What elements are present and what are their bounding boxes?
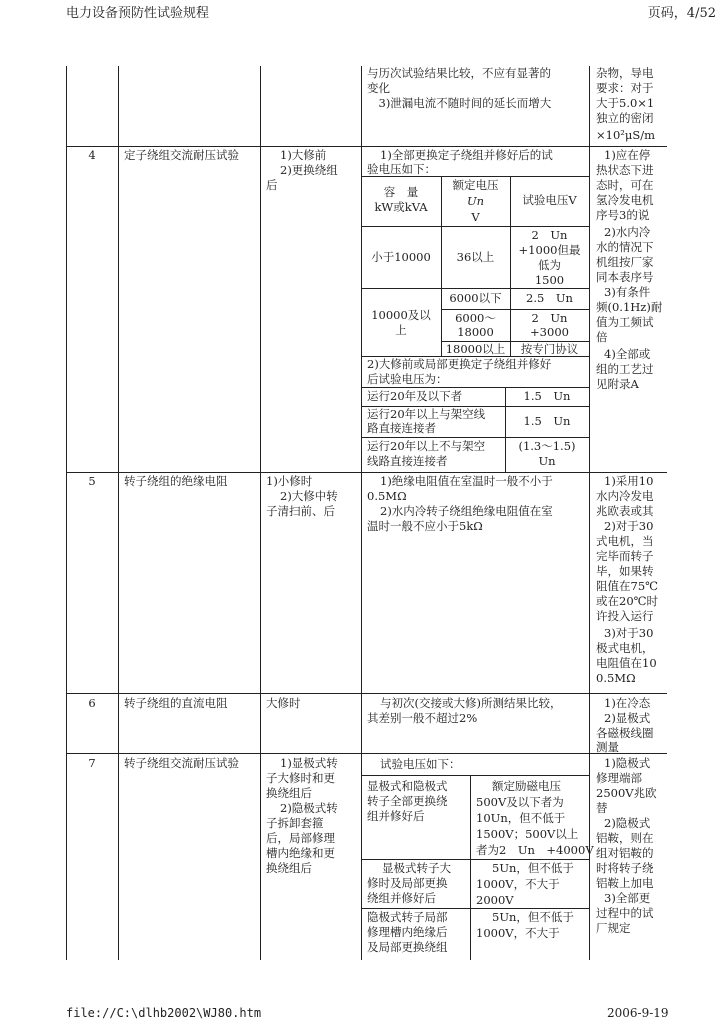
row4-period-3: 后 (266, 178, 278, 192)
row4-note-5: 序号3的说 (596, 208, 650, 222)
r1-test-3: 低为 (538, 258, 561, 272)
row6-period: 大修时 (266, 696, 301, 710)
row5-note-14: 0.5MΩ (596, 671, 636, 685)
cont-note-4: 独立的密闭 (596, 111, 654, 125)
s3-condition-3: 及局部更换绕组 (367, 940, 448, 954)
row5-notes (596, 474, 667, 693)
row6-note-3: 各磁极线圈 (596, 726, 654, 740)
row7-note-1: 1)隐极式 (604, 756, 651, 770)
row5-req-2: 0.5MΩ (367, 489, 407, 503)
row6-note-2: 2)显极式 (604, 711, 651, 725)
r2b-rated-2: 18000 (457, 325, 494, 339)
row4-note-13: 倍 (596, 330, 608, 344)
p2r1-voltage: 1.5 Un (523, 389, 571, 403)
r2a-rated: 6000以下 (449, 291, 502, 305)
row4-note-1: 1)应在停 (604, 148, 651, 162)
row7-note-10: 3)全部更 (604, 891, 651, 905)
s1-condition-3: 组并修好后 (367, 809, 425, 823)
row6-req-1: 与初次(交接或大修)所测结果比较， (380, 696, 562, 710)
s1-value-5: 者为2 Un +4000V (476, 843, 594, 857)
s1-condition-1: 显极式和隐极式 (367, 779, 448, 793)
document-title: 电力设备预防性试验规程 (66, 6, 210, 21)
row7-item: 转子绕组交流耐压试验 (124, 756, 239, 770)
row5-note-4: 2)对于30 (604, 519, 654, 533)
row5-note-3: 兆欧表或其 (596, 504, 654, 518)
cont-note-5: ×10²μS/m (596, 128, 656, 142)
row4-note-7: 水的情况下 (596, 240, 654, 254)
row5-note-2: 水内冷发电 (596, 489, 654, 503)
row7-note-4: 替 (596, 801, 608, 815)
r2a-test: 2.5 Un (526, 291, 573, 305)
row4-note-12: 值为工频试 (596, 315, 654, 329)
r1-capacity: 小于10000 (371, 250, 431, 264)
row5-number: 5 (88, 474, 96, 488)
row7-note-9: 铝鞍上加电 (596, 876, 654, 890)
p2r1-condition: 运行20年及以下者 (367, 389, 463, 403)
row4-note-3: 态时，可在 (596, 178, 654, 192)
r1-test-4: 1500 (534, 273, 565, 287)
row5-note-9: 或在20℃时 (596, 594, 658, 608)
s2-value-2: 1000V，不大于 (476, 877, 560, 891)
r1-rated: 36以上 (456, 250, 495, 264)
s2-value-1: 5Un，但不低于 (492, 861, 574, 875)
row4-note-11: 频(0.1Hz)耐 (596, 300, 663, 314)
p2r2-voltage: 1.5 Un (523, 414, 571, 428)
row7-notes (596, 756, 667, 960)
p2r2-condition-2: 路直接连接者 (367, 421, 436, 435)
s1-value-4: 1500V；500V以上 (476, 827, 579, 841)
row5-req-4: 温时一般不应小于5kΩ (367, 519, 483, 533)
row5-note-5: 式电机，当 (596, 534, 654, 548)
row6-req-2: 其差别一般不超过2% (367, 711, 478, 725)
r2-capacity-1: 10000及以 (371, 308, 431, 322)
row7-period-8: 换绕组后 (266, 861, 312, 875)
col-rated-2: Un (466, 194, 485, 208)
cont-requirement-1: 与历次试验结果比较，不应有显著的 (367, 66, 551, 80)
row7-note-11: 过程中的试 (596, 906, 654, 920)
cont-requirement-2: 变化 (367, 81, 390, 95)
col-rated-1: 额定电压 (452, 178, 499, 192)
col-rated-3: V (471, 210, 480, 224)
row4-note-6: 2)水内冷 (604, 225, 651, 239)
row7-note-3: 2500V兆欧 (596, 786, 657, 800)
row7-period-6: 后，局部修理 (266, 831, 335, 845)
row4-number: 4 (88, 148, 96, 162)
s3-value-2: 1000V，不大于 (476, 926, 560, 940)
row4-req-intro-2: 验电压如下： (367, 162, 436, 176)
p2r3-condition-2: 线路直接连接者 (367, 454, 448, 468)
row4-period-2: 2)更换绕组 (280, 163, 338, 177)
row4-notes (596, 148, 667, 472)
s3-condition-1: 隐极式转子局部 (367, 910, 448, 924)
s3-value-1: 5Un，但不低于 (492, 910, 574, 924)
row7-note-6: 铝鞍，则在 (596, 831, 654, 845)
row4-note-4: 氢冷发电机 (596, 193, 654, 207)
cont-note-2: 要求：对于 (596, 81, 654, 95)
s1-value-3: 10Un，但不低于 (476, 811, 566, 825)
part2-intro-1: 2)大修前或局部更换定子绕组并修好 (367, 357, 552, 371)
cont-requirement-3: 3)泄漏电流不随时间的延长而增大 (367, 96, 552, 110)
cont-note-1: 杂物，导电 (596, 66, 654, 80)
s3-condition-2: 修理槽内绝缘后 (367, 925, 448, 939)
row4-item: 定子绕组交流耐压试验 (124, 148, 239, 162)
row4-period-1: 1)大修前 (280, 148, 327, 162)
r2-capacity-2: 上 (395, 323, 407, 337)
p2r2-condition-1: 运行20年以上与架空线 (367, 407, 486, 421)
col-test-voltage: 试验电压V (522, 193, 577, 207)
row5-note-12: 极式电机， (596, 641, 654, 655)
row6-item: 转子绕组的直流电阻 (124, 696, 228, 710)
row5-note-1: 1)采用10 (604, 474, 654, 488)
row4-note-2: 热状态下进 (596, 163, 654, 177)
page-number: 页码，4/52 (647, 6, 716, 21)
row6-notes (596, 696, 667, 753)
row6-number: 6 (88, 696, 96, 710)
row5-note-10: 许投入运行 (596, 609, 654, 623)
row4-note-9: 同本表序号 (596, 270, 654, 284)
row7-period-5: 子拆卸套箍 (266, 816, 324, 830)
row7-note-7: 组对铝鞍的 (596, 846, 654, 860)
col-capacity-1: 容 量 (383, 185, 419, 199)
row5-note-11: 3)对于30 (604, 626, 654, 640)
row7-note-8: 时将转子绕 (596, 861, 654, 875)
s1-value-2: 500V及以下者为 (476, 795, 564, 809)
row5-period-2: 2)大修中转 (280, 489, 338, 503)
row7-period-3: 换绕组后 (266, 786, 312, 800)
r2b-test-1: 2 Un (531, 311, 568, 325)
s2-condition-2: 修时及局部更换 (367, 876, 448, 890)
row5-period-3: 子清扫前、后 (266, 504, 335, 518)
r2c-test: 按专门协议 (520, 342, 579, 356)
row6-note-4: 测量 (596, 740, 619, 753)
row7-period-7: 槽内绝缘和更 (266, 846, 335, 860)
row6-note-1: 1)在冷态 (604, 696, 651, 710)
r1-test-1: 2 Un (531, 228, 568, 242)
s2-condition-3: 绕组并修好后 (367, 891, 436, 905)
row4-note-8: 机组按厂家 (596, 255, 654, 269)
row7-note-5: 2)隐极式 (604, 816, 651, 830)
row5-period-1: 1)小修时 (266, 474, 313, 488)
s2-value-3: 2000V (476, 893, 514, 907)
row7-number: 7 (88, 756, 96, 770)
s1-value-1: 额定励磁电压 (492, 779, 561, 793)
r2c-rated: 18000以上 (445, 342, 506, 356)
r2b-rated-1: 6000～ (455, 311, 496, 325)
row5-note-6: 完毕而转子 (596, 549, 654, 563)
file-path: file://C:\dlhb2002\WJ80.htm (66, 1006, 262, 1020)
row7-period-1: 1)显极式转 (280, 756, 338, 770)
row5-item: 转子绕组的绝缘电阻 (124, 474, 228, 488)
r2b-test-2: +3000 (530, 325, 569, 339)
row5-req-3: 2)水内冷转子绕组绝缘电阻值在室 (380, 504, 553, 518)
row7-period-2: 子大修时和更 (266, 771, 335, 785)
row5-note-13: 电阻值在10 (596, 656, 657, 670)
p2r3-voltage-2: Un (538, 454, 556, 468)
row4-note-10: 3)有条件 (604, 285, 651, 299)
row4-note-15: 组的工艺过 (596, 362, 654, 376)
cont-note-3: 大于5.0×1 (596, 96, 655, 110)
row7-period-4: 2)隐极式转 (280, 801, 338, 815)
p2r3-voltage-1: (1.3～1.5) (518, 439, 576, 453)
row5-note-8: 阻值在75℃ (596, 579, 658, 593)
row4-req-intro-1: 1)全部更换定子绕组并修好后的试 (380, 148, 553, 162)
s1-condition-2: 转子全部更换绕 (367, 794, 448, 808)
row4-note-14: 4)全部或 (604, 347, 651, 361)
row4-note-16: 见附录A (596, 377, 639, 391)
part2-intro-2: 后试验电压为： (367, 372, 448, 386)
row7-req-intro: 试验电压如下： (380, 757, 461, 771)
row7-note-12: 厂规定 (596, 921, 631, 935)
s2-condition-1: 显极式转子大 (382, 861, 451, 875)
print-date: 2006-9-19 (607, 1006, 669, 1020)
row7-note-2: 修理端部 (596, 771, 642, 785)
p2r3-condition-1: 运行20年以上不与架空 (367, 439, 486, 453)
col-capacity-2: kW或kVA (374, 200, 428, 214)
row5-note-7: 毕，如果转 (596, 564, 654, 578)
r1-test-2: +1000但最 (518, 243, 581, 257)
row5-req-1: 1)绝缘电阻值在室温时一般不小于 (380, 474, 553, 488)
